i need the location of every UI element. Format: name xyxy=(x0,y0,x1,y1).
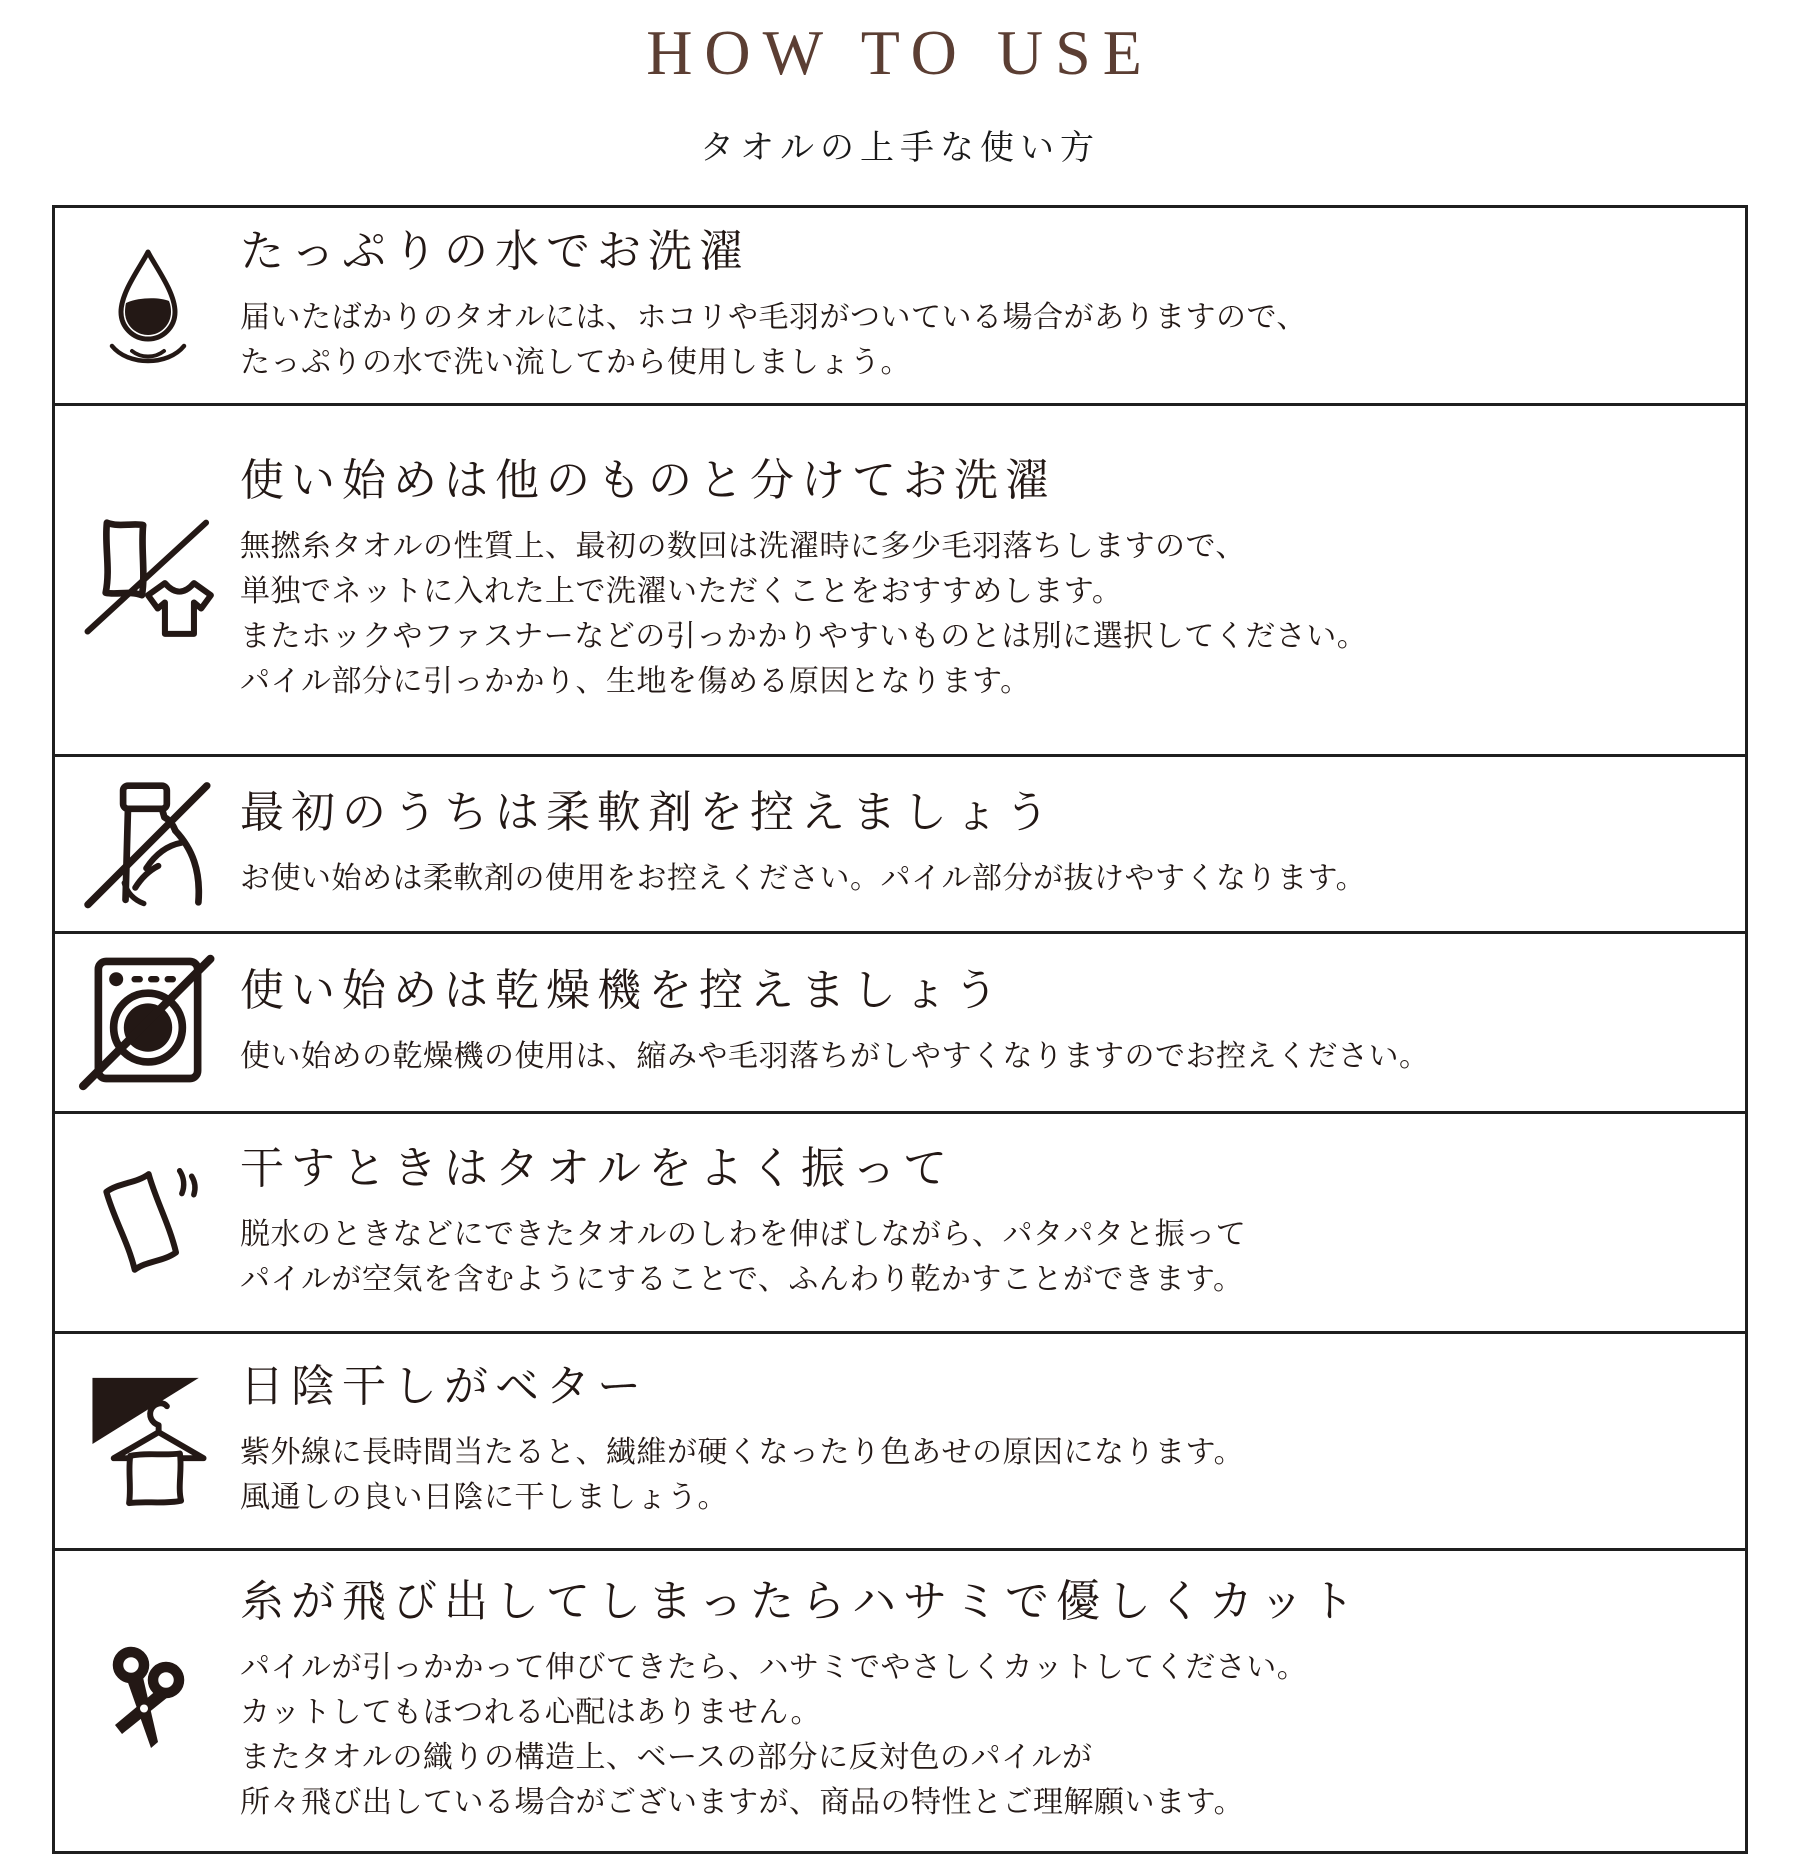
section-heading: 日陰干しがベター xyxy=(240,1362,648,1412)
text-cell xyxy=(240,1343,1745,1538)
care-instruction-row xyxy=(55,406,1745,757)
section-body-line: 単独でネットに入れた上で洗濯いただくことをおすすめします。 xyxy=(240,575,1123,609)
section-body-line: またホックやファスナーなどの引っかかりやすいものとは別に選択してください。 xyxy=(240,620,1368,654)
section-body-line: パイルが空気を含むようにすることで、ふんわり乾かすことができます。 xyxy=(240,1262,1244,1296)
shake-towel-icon xyxy=(88,1162,208,1282)
section-heading: 糸が飛び出してしまったらハサミで優しくカット xyxy=(240,1577,1362,1627)
icon-cell xyxy=(55,776,240,912)
section-body-line: パイル部分に引っかかり、生地を傷める原因となります。 xyxy=(240,665,1031,699)
section-body-line: 無撚糸タオルの性質上、最初の数回は洗濯時に多少毛羽落ちしますので、 xyxy=(240,530,1246,564)
section-body-line: カットしてもほつれる心配はありません。 xyxy=(240,1696,821,1730)
icon-cell xyxy=(55,513,240,646)
header xyxy=(0,0,1800,169)
page-title: HOW TO USE xyxy=(646,17,1154,88)
section-body-line: パイルが引っかかって伸びてきたら、ハサミでやさしくカットしてください。 xyxy=(240,1651,1308,1685)
shade-dry-icon xyxy=(83,1373,213,1508)
section-heading: 最初のうちは柔軟剤を控えましょう xyxy=(240,787,1056,837)
section-body-line: 使い始めの乾燥機の使用は、縮みや毛羽落ちがしやすくなりますのでお控えください。 xyxy=(240,1040,1430,1074)
section-body-line: 風通しの良い日陰に干しましょう。 xyxy=(240,1481,728,1515)
care-instruction-row xyxy=(55,757,1745,934)
separate-wash-icon xyxy=(73,513,223,646)
section-body-line: 届いたばかりのタオルには、ホコリや毛羽がついている場合がありますので、 xyxy=(240,300,1307,334)
care-instruction-row xyxy=(55,1334,1745,1551)
section-body-line: 所々飛び出している場合がございますが、商品の特性とご理解願います。 xyxy=(240,1786,1245,1820)
text-cell xyxy=(240,1125,1745,1320)
section-body-line: 脱水のときなどにできたタオルのしわを伸ばしながら、パタパタと振って xyxy=(240,1217,1247,1251)
water-drop-icon xyxy=(98,246,198,364)
icon-cell xyxy=(55,1646,240,1756)
section-body-line: たっぷりの水で洗い流してから使用しましょう。 xyxy=(240,345,911,379)
section-heading: 使い始めは乾燥機を控えましょう xyxy=(240,966,1005,1016)
text-cell xyxy=(240,1558,1745,1843)
section-heading: たっぷりの水でお洗濯 xyxy=(240,227,750,276)
section-heading: 干すときはタオルをよく振って xyxy=(240,1143,954,1193)
no-tumble-dryer-icon xyxy=(78,951,218,1094)
icon-cell xyxy=(55,246,240,364)
scissors-icon xyxy=(106,1646,190,1756)
care-instruction-row xyxy=(55,208,1745,406)
text-cell xyxy=(240,208,1745,403)
icon-cell xyxy=(55,1162,240,1282)
section-body-line: 紫外線に長時間当たると、繊維が硬くなったり色あせの原因になります。 xyxy=(240,1436,1245,1470)
text-cell xyxy=(240,437,1745,722)
section-body-line: またタオルの織りの構造上、ベースの部分に反対色のパイルが xyxy=(240,1741,1093,1775)
icon-cell xyxy=(55,951,240,1094)
care-instructions-table xyxy=(52,205,1748,1854)
section-heading: 使い始めは他のものと分けてお洗濯 xyxy=(240,456,1056,506)
section-body-line: お使い始めは柔軟剤の使用をお控えください。パイル部分が抜けやすくなります。 xyxy=(240,861,1367,895)
no-softener-icon xyxy=(78,776,218,912)
text-cell xyxy=(240,947,1745,1097)
page-subtitle: タオルの上手な使い方 xyxy=(700,129,1100,167)
text-cell xyxy=(240,769,1745,919)
care-instruction-row xyxy=(55,934,1745,1114)
icon-cell xyxy=(55,1373,240,1508)
care-instruction-row xyxy=(55,1551,1745,1851)
care-instruction-row xyxy=(55,1114,1745,1334)
